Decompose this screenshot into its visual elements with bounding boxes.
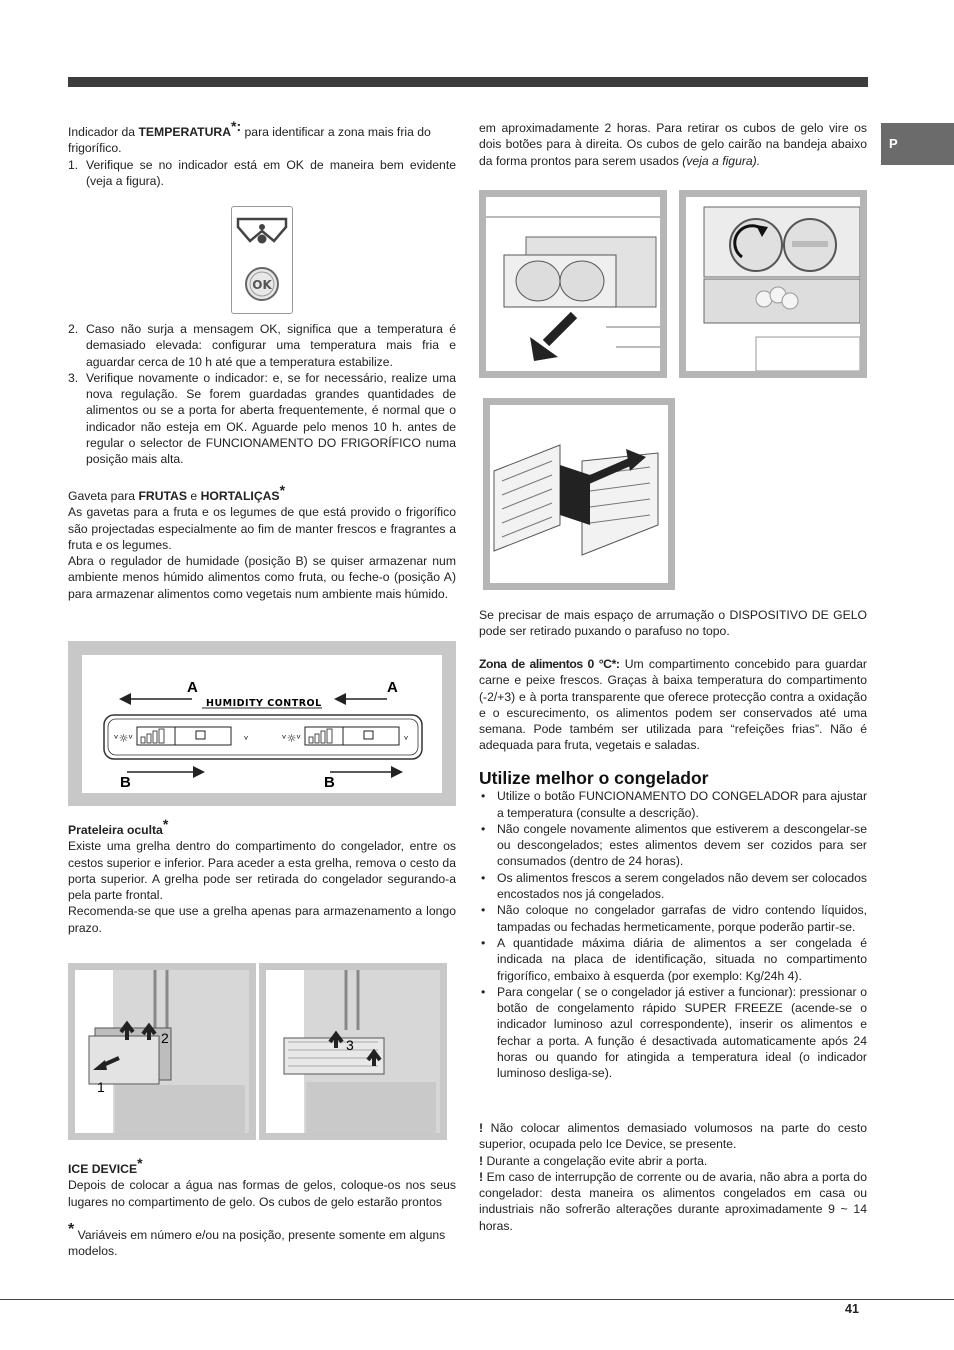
section-tab-label: P: [889, 136, 898, 151]
freezer-title: Utilize melhor o congelador: [479, 768, 709, 788]
ice-device-title: ICE DEVICE*: [68, 1154, 143, 1176]
footnote: [68, 1220, 456, 1260]
temperature-title: Indicador da TEMPERATURA*: para identificar a zona mais fria do frigorífico.: [68, 117, 431, 156]
humidity-control-label: HUMIDITY CONTROL: [206, 698, 322, 709]
footer-line: [0, 1299, 954, 1300]
ice-device-figure-2: [679, 190, 867, 378]
step-3-label: 3: [346, 1037, 354, 1053]
footnote-text: Variáveis em número e/ou na posição, presente somente em alguns modelos.: [68, 1228, 446, 1259]
temperature-section: [68, 117, 456, 189]
shelf-section: [68, 815, 456, 936]
svg-text:ᵛ☼ᵛ: ᵛ☼ᵛ: [282, 732, 302, 745]
shelf-paragraph-1: Existe uma grelha dentro do compartimento do congelador, entre os cestos superior e inferior. Para aceder a esta grelha, remova o cesto da porta superior. A grelha pode ser retirada do congelador segurando-a pela parte frontal.: [68, 839, 456, 903]
header-bar: [68, 77, 868, 87]
page-number: 41: [845, 1302, 859, 1316]
temperature-indicator-icon: [232, 207, 292, 313]
svg-text:ᵛ☼ᵛ: ᵛ☼ᵛ: [114, 732, 134, 745]
step-3: 3. Verifique novamente o indicador: e, se for necessário, realize uma nova regulação. Se forem guardadas grandes quantidades de alimentos ou se a porta for aberta frequentemente, é normal que o indicador não esteja em OK. Aguarde pelo menos 10 h. antes de regular o selector de FUNCIONAMENTO DO FRIGORÍFICO numa posição mais alta.: [68, 370, 456, 467]
temperature-steps-cont: [68, 321, 456, 468]
list-item: • Não coloque no congelador garrafas de vidro contendo líquidos, tampadas ou fechadas hermeticamente, porque poderão partir-se.: [479, 902, 867, 935]
shelf-figure-2: [259, 963, 447, 1140]
step-1-label: 1: [97, 1079, 105, 1095]
list-item: • Utilize o botão FUNCIONAMENTO DO CONGELADOR para ajustar a temperatura (consulte a descrição).: [479, 788, 867, 821]
zero-zone-title: Zona de alimentos 0 °C*:: [479, 657, 620, 671]
list-item: • Não congele novamente alimentos que estiverem a descongelar-se ou descongelados; estes alimentos devem ser cozidos para ser consumados (dentro de 24 horas).: [479, 821, 867, 870]
humidity-control-diagram: [82, 655, 442, 793]
ice-removal-paragraph: Se precisar de mais espaço de arrumação o DISPOSITIVO DE GELO pode ser retirado puxando o parafuso no topo.: [479, 608, 867, 639]
ice-device-figure-1: [479, 190, 667, 378]
svg-text:ᵛ: ᵛ: [244, 733, 249, 746]
label-b-right: B: [324, 774, 335, 791]
step-2: 2. Caso não surja a mensagem OK, significa que a temperatura é demasiado elevada: configurar uma temperatura mais fria e aguardar cerca de 10 h até que a temperatura estabilize.: [68, 322, 456, 369]
list-item: • Os alimentos frescos a serem congelados não devem ser colocados encostados nos já congelados.: [479, 870, 867, 903]
warnings: [479, 1120, 867, 1234]
label-b-left: B: [120, 774, 131, 791]
list-item: • A quantidade máxima diária de alimentos a ser congelada é indicada na placa de identificação, situada no compartimento frigorífico, embaixo à esquerda (por exemplo: Kg/24h 4).: [479, 935, 867, 984]
drawer-paragraph-1: As gavetas para a fruta e os legumes de que está provido o frigorífico são projectadas especialmente ao fim de manter frescos e fragrantes a fruta e os legumes.: [68, 505, 456, 552]
warning-1: ! Não colocar alimentos demasiado volumosos na parte do cesto superior, ocupada pelo Ice Device, se presente.: [479, 1121, 867, 1152]
shelf-figure-1: [68, 963, 256, 1140]
drawer-title: Gaveta para FRUTAS e HORTALIÇAS*: [68, 481, 286, 503]
label-a-right: A: [387, 679, 398, 696]
ice-device-section: [68, 1154, 456, 1210]
ice-knobs-illustration: [686, 197, 860, 371]
shelf-title: Prateleira oculta*: [68, 815, 169, 837]
humidity-control-figure: [68, 641, 456, 806]
section-tab: [881, 123, 954, 165]
ok-label: OK: [252, 278, 272, 292]
ice-device-paragraph: Depois de colocar a água nas formas de gelos, coloque-os nos seus lugares no compartimento de gelo. Os cubos de gelo estarão prontos: [68, 1178, 456, 1209]
freezer-basket-illustration-1: [75, 970, 249, 1133]
step-1: 1. Verifique se no indicador está em OK de maneira bem evidente (veja a figura).: [68, 157, 456, 188]
drawer-paragraph-2: Abra o regulador de humidade (posição B) se quiser armazenar num ambiente menos húmido alimentos como fruta, ou feche-o (posição A) para armazenar alimentos como vegetais num ambiente mais húmido.: [68, 554, 456, 601]
temperature-indicator-figure: [231, 206, 293, 314]
freezer-section: [479, 770, 867, 1082]
ice-tray-pull-illustration: [486, 197, 660, 371]
freezer-basket-illustration-2: [266, 970, 440, 1133]
zero-zone-text: Um compartimento concebido para guardar carne e peixe frescos. Graças à baixa temperatura do compartimento (-2/+3) e à porta transparente que oferece protecção contra a oxidação e o escurecimento, os alimentos podem ser conservados até uma semana. Pode também ser utilizada para “refeições frias”. Não é adequada para fruta, vegetais e saladas.: [479, 657, 867, 753]
warning-3: ! Em caso de interrupção de corrente ou de avaria, não abra a porta do congelador: desta maneira os alimentos congelados em casa ou industriais não sofrerão alterações durante aproximadamente 9 ~ 14 horas.: [479, 1169, 867, 1233]
label-a-left: A: [187, 679, 198, 696]
svg-text:ᵛ: ᵛ: [404, 733, 409, 746]
step-2-label: 2: [161, 1030, 169, 1046]
warning-2: ! Durante a congelação evite abrir a porta.: [479, 1153, 708, 1168]
ice-device-removal-illustration: [490, 405, 668, 583]
zero-zone-section: [479, 656, 867, 754]
shelf-paragraph-2: Recomenda-se que use a grelha apenas para armazenamento a longo prazo.: [68, 904, 456, 935]
drawer-section: [68, 481, 456, 602]
list-item: • Para congelar ( se o congelador já estiver a funcionar): pressionar o botão de congelamento rápido SUPER FREEZE (acende-se o indicador luminoso azul correspondente), inserir os alimentos e fechar a porta. A função é desactivada automaticamente após 24 horas ou quando for atingida a temperatura ideal (o indicador luminoso desliga-se).: [479, 984, 867, 1082]
ice-device-continued: em aproximadamente 2 horas. Para retirar os cubos de gelo vire os dois botões para à direita. Os cubos de gelo cairão na bandeja abaixo da forma prontos para serem usados (veja a figura).: [479, 121, 867, 168]
footnote-star: *: [68, 1220, 75, 1238]
ice-device-figure-3: [483, 398, 675, 590]
freezer-tips-list: [479, 788, 867, 1081]
